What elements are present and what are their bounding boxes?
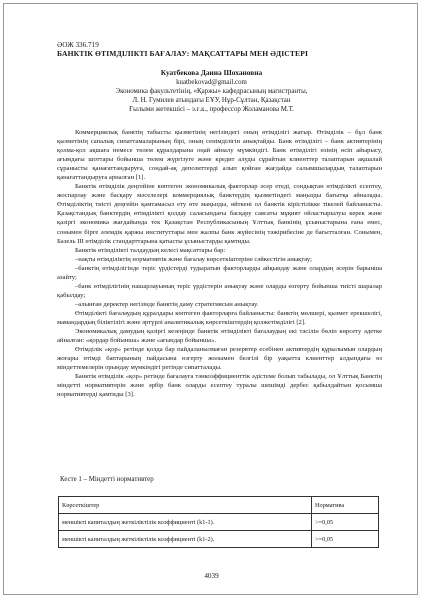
normatives-table [58,496,379,548]
page-number: 4039 [204,572,219,580]
author-university: Л. Н. Гумилев атындағы ЕҰУ, Нұр-Сұлтан, Қазақстан [132,97,291,104]
table-caption: Кесте 1 – Міндетті нормативтер [60,476,154,483]
paragraph: Банктік өтімділікті талдаудың келесі мақсаттары бар: [75,246,226,254]
table-row [59,531,379,548]
table-cell: >=0,05 [312,531,379,548]
list-item: –алынған деректер негізінде банктің даму стратегиясын анықтау. [75,300,259,308]
paragraph: Коммерциялық банктің табысты қызметінің негізіндегі оның өтімділігі жатыр. Өтімділік – бұл банк қызметінің сапалық сипаттамаларының бірі, оның сенімділігін анықтайды. Банк өтімділігі – банк активтерінің қолма-қол ақшаға немесе төлем құралдарына оңай айналу мүмкіндігі. Банк өтімділігі өзінің өсіп айырысу, ағымдағы шоттары бойынша төлем жүргізуге және кредит алуды сұрайтын клиенттер талаптарын ақшалай сұранысты қанағаттандыруға, сондай-ақ депозиттерді алып қойған жағдайда салымшылардың талаптарын қанағаттандыруға арналған [1]. [57,129,382,182]
paragraph: Өтімділікті бағалаудың құралдары көптеген факторларға байланысты: банктің мөлшері, қызмет ерекшелігі, мамандардың біліктілігі және әртүрлі аналитикалық көрсеткіштердің қолжетімділігі [2]. [57,309,382,326]
paragraph: Банктік өтімділік «қор» ретінде бағалауға тәнкоэффициенттік әдістеме болып табылады, ол Ұлттық Банктің міндетті нормативтерін және әрбір банк оларды есептеу туралы шешімді дербес қабылдайтын қосымша нормативтерді қамтиды [3]. [57,373,382,399]
article-body [57,128,382,399]
column-header: Көрсеткіштер [59,497,312,514]
list-item: –нақты өтімділіктің нормативтік және бағалау көрсеткіштеріне сәйкестігін анықтау; [75,255,312,263]
udc-code: ӘОЖ 336.719 [57,41,99,49]
paragraph: Өтімділік «қор» ретінде қолда бар пайдаланылмаған резервтер есебінен активтердің құрылымын олардың жоғары өтімді баптарының пайдасына өзгерту жолымен белгілі бір уақытта клиенттер алдындағы өз міндеттемелерін орындау мүмкіндігі ретінде сипатталады. [57,346,382,372]
scientific-advisor: Ғылыми жетекшісі – э.ғ.к., профессор Жоламанова М.Т. [129,106,294,113]
table-cell: меншікті капиталдың жеткіліктілік коэффициенті (k1-2). [59,531,312,548]
author-name: Куатбекова Даина Шохановна [160,68,263,77]
table-row [59,514,379,531]
author-email: kuatbekovad@gmail.com [176,79,247,86]
table-header-row [59,497,379,514]
list-item: –банк өтімділігінің нашарлауының теріс үрдістерін анықтау және оларды өзгерту бойынша тиісті шаралар қабылдау; [57,282,382,299]
paragraph: Банктік өтімділік деңгейіне көптеген экономикалық факторлар әсер етеді, сондықтан өтімділікті есептеу, жоспарлау және басқару мәселелері коммерциялық банктердің қызметіндегі маңызды бағытқа айналады. Өтімділіктің тиісті деңгейін қамтамасыз ету өте маңызды, өйткені ол банктік кірістілікке тікелей байланысты. Қазақстандық банктердің өтімділікті қолдау саласындағы басқару саясаты мұқият ойластырылуы керек және қазіргі экономика жағдайында тек Қазақстан Республикасының Ұлттық банкінің ұсыныстарына ғана емес, сонымен бірге әлемдік қаржы институттары мен жалпы банк жүйесінің тәжірибесіне де бағытталған. Сонымен, Базель III өтімділік стандарттарына қатысты ұсыныстарды қамтиды. [57,183,382,245]
table-cell: >=0,05 [312,514,379,531]
author-faculty: Экономика факультетінің, «Қаржы» кафедрасының магистранты, [115,88,308,95]
table-cell: меншікті капиталдың жеткіліктілік коэффициенті (k1-1). [59,514,312,531]
paragraph: Экономикалық дамудың қазіргі кезеңінде банктік өтімділікті бағалаудың екі тәсілін бөліп көрсету әдетке айналған: «қордар бойынша» және «ағындар бойынша». [57,328,382,345]
paper-title: БАНКТІК ӨТІМДІЛІКТІ БАҒАЛАУ: МАҚСАТТАРЫ МЕН ӘДІСТЕРІ [57,49,309,58]
column-header: Норматива [312,497,379,514]
list-item: –банктің өтімділігінде теріс үрдістерді тудыратын факторларды айқындау және олардың әсерін барынша азайту; [57,264,382,281]
